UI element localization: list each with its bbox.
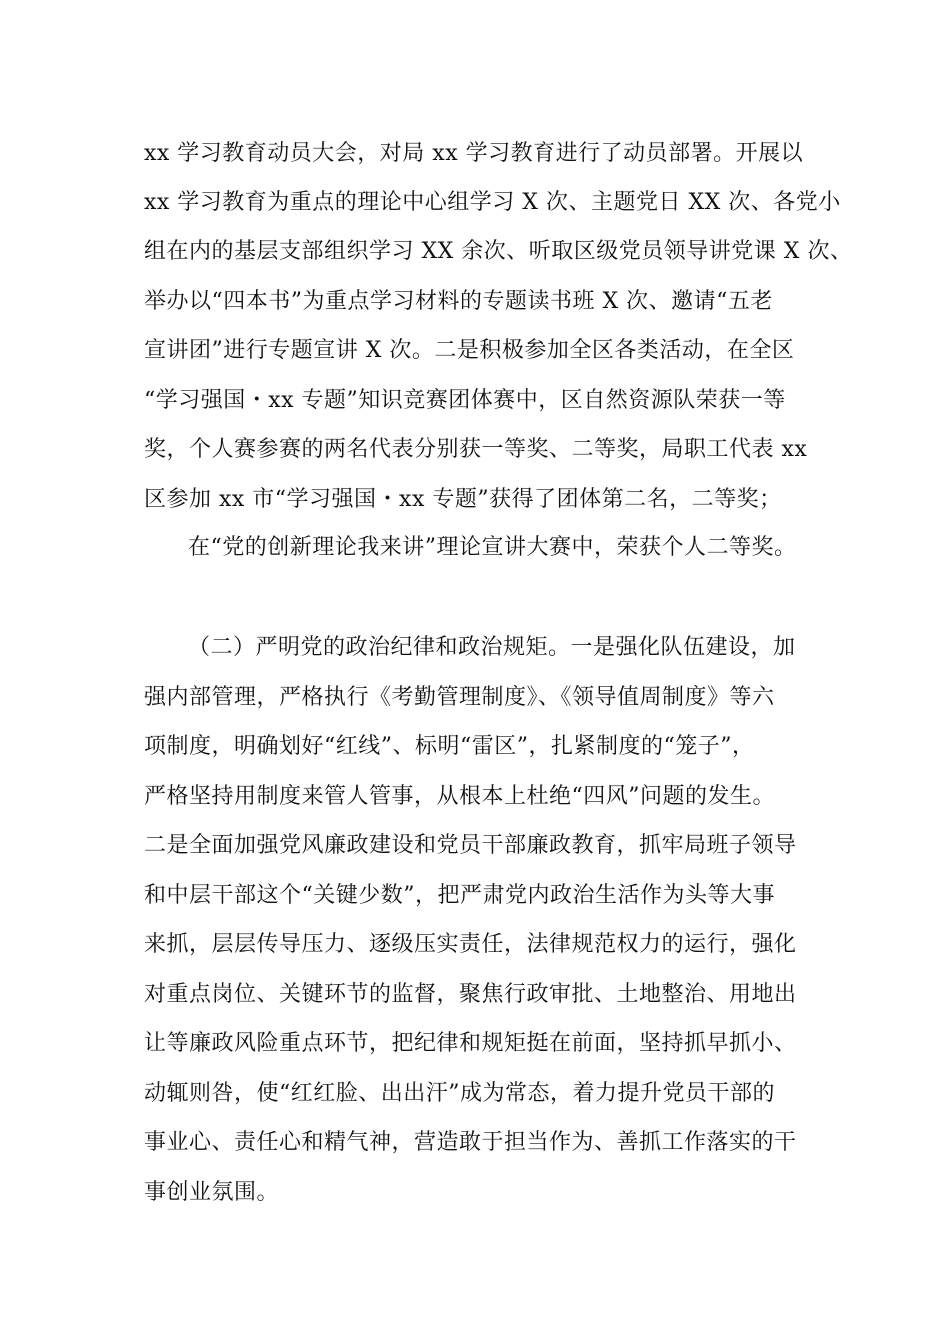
text-line: 举办以“四本书”为重点学习材料的专题读书班 X 次、邀请“五老 — [144, 289, 773, 314]
text-line: 二是全面加强党风廉政建设和党员干部廉政教育，抓牢局班子领导 — [144, 833, 797, 858]
text-line: 奖，个人赛参赛的两名代表分别获一等奖、二等奖，局职工代表 xx — [144, 437, 808, 462]
text-line: 宣讲团”进行专题宣讲 X 次。二是积极参加全区各类活动，在全区 — [144, 338, 795, 363]
text-line: xx 学习教育动员大会，对局 xx 学习教育进行了动员部署。开展以 — [144, 141, 804, 166]
text-line: 事业心、责任心和精气神，营造敢于担当作为、善抓工作落实的干 — [144, 1130, 797, 1155]
text-line: 和中层干部这个“关键少数”，把严肃党内政治生活作为头等大事 — [144, 883, 775, 908]
text-line: 对重点岗位、关键环节的监督，聚焦行政审批、土地整治、用地出 — [144, 982, 797, 1007]
text-line: 在“党的创新理论我来讲”理论宣讲大赛中，荣获个人二等奖。 — [188, 535, 797, 560]
text-line: “学习强国・xx 专题”知识竞赛团体赛中，区自然资源队荣获一等 — [144, 388, 786, 413]
text-line: （二）严明党的政治纪律和政治规矩。一是强化队伍建设，加 — [188, 635, 796, 660]
text-line: 组在内的基层支部组织学习 XX 余次、听取区级党员领导讲党课 X 次、 — [144, 239, 853, 264]
text-line: 项制度，明确划好“红线”、标明“雷区”，扎紧制度的“笼子”， — [144, 734, 755, 759]
text-line: 来抓，层层传导压力、逐级压实责任，法律规范权力的运行，强化 — [144, 932, 797, 957]
text-line: xx 学习教育为重点的理论中心组学习 X 次、主题党日 XX 次、各党小 — [144, 190, 841, 215]
text-line: 动辄则咎，使“红红脸、出出汗”成为常态，着力提升党员干部的 — [144, 1081, 775, 1106]
text-line: 强内部管理，严格执行《考勤管理制度》、《领导值周制度》等六 — [144, 685, 775, 710]
text-line: 严格坚持用制度来管人管事，从根本上杜绝“四风”问题的发生。 — [144, 784, 775, 809]
text-line: 事创业氛围。 — [144, 1180, 280, 1205]
text-line: 区参加 xx 市“学习强国・xx 专题”获得了团体第二名，二等奖； — [144, 487, 782, 512]
text-line: 让等廉政风险重点环节，把纪律和规矩挺在前面，坚持抓早抓小、 — [144, 1031, 797, 1056]
